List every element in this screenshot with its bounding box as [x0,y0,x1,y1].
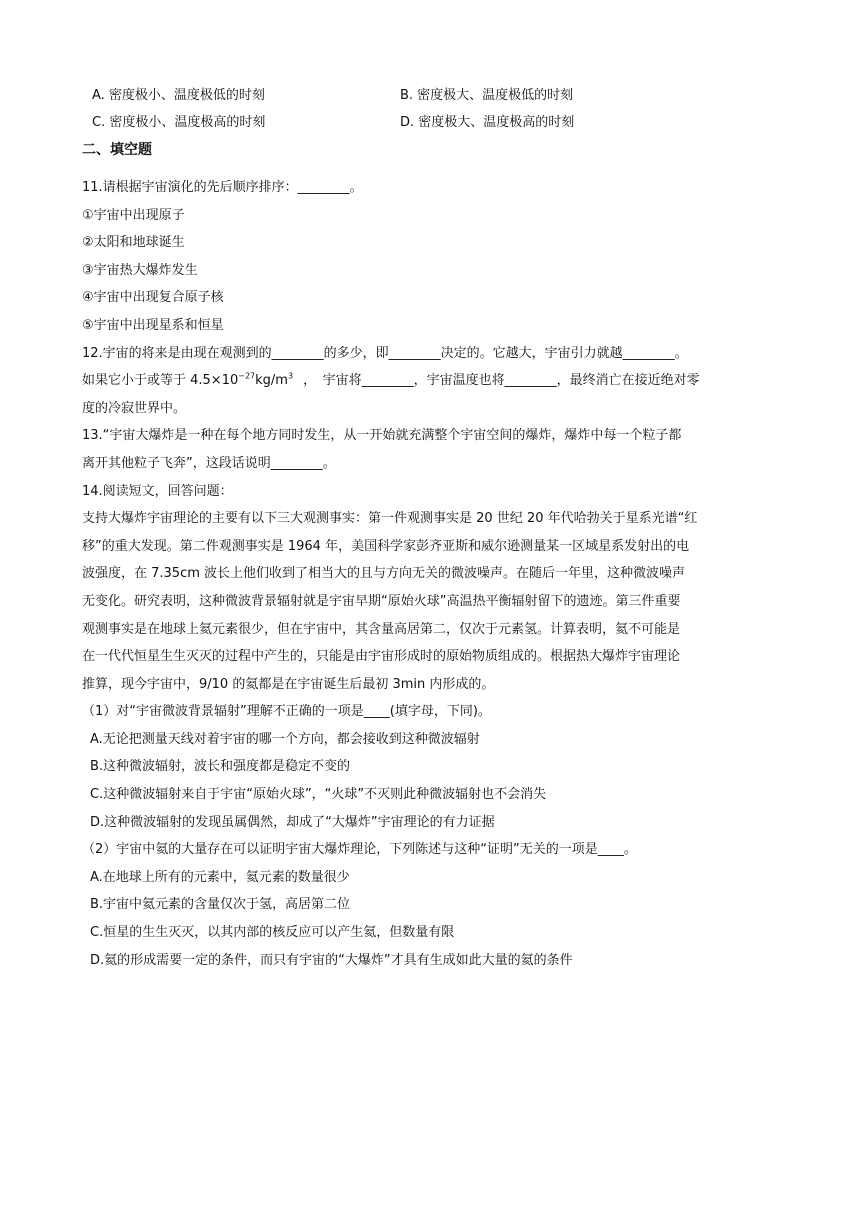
q14-passage-line: 在一代代恒星生生灭灭的过程中产生的，只能是由宇宙形成时的原始物质组成的。根据热大爆炸宇宙理论 [82,649,681,665]
q13-line-1: 13.“宇宙大爆炸是一种在每个地方同时发生，从一开始就充满整个宇宙空间的爆炸，爆炸中每一个粒子都 [82,428,682,444]
q11-item-1: ①宇宙中出现原子 [82,207,185,223]
q14-passage-line: 移”的重大发现。第二件观测事实是 1964 年，美国科学家彭齐亚斯和威尔逊测量某一区域星系发射出的电 [82,538,690,554]
q14-sub2-stem: （2）宇宙中氦的大量存在可以证明宇宙大爆炸理论，下列陈述与这种“证明”无关的一项是____。 [82,842,637,858]
q10-option-b: B. 密度极大、温度极低的时刻 [400,88,574,103]
q14-stem: 14.阅读短文，回答问题： [82,483,233,499]
q12-line-3: 度的冷寂世界中。 [82,400,187,416]
q14-sub2-option-b: B.宇宙中氦元素的含量仅次于氢，高居第二位 [90,897,351,913]
q11-stem: 11.请根据宇宙演化的先后顺序排序：________。 [82,180,363,195]
q14-passage-line: 推算，现今宇宙中，9/10 的氦都是在宇宙诞生后最初 3min 内形成的。 [82,676,495,692]
q10-options-row-1 [92,85,792,107]
q14-sub1-option-a: A.无论把测量天线对着宇宙的哪一个方向，都会接收到这种微波辐射 [90,731,480,747]
q14-passage-line: 无变化。研究表明，这种微波背景辐射就是宇宙早期“原始火球”高温热平衡辐射留下的遗迹。第三件重要 [82,593,681,609]
q12-unit: kg/m [255,373,288,389]
q14-sub1-stem: （1）对“宇宙微波背景辐射”理解不正确的一项是____(填字母，下同)。 [82,704,491,720]
q12-line-2-pre: 如果它小于或等于 4.5×10 [82,373,239,389]
q10-option-a: A. 密度极小、温度极低的时刻 [92,88,265,103]
questions-content [82,174,782,974]
q11-item-3: ③宇宙热大爆炸发生 [82,262,198,278]
q11-item-2: ②太阳和地球诞生 [82,235,185,251]
q13-line-2: 离开其他粒子飞奔”，这段话说明________。 [82,455,336,471]
q14-sub2-option-c: C.恒星的生生灭灭，以其内部的核反应可以产生氦，但数量有限 [90,925,455,941]
q12-exponent: −27 [238,371,256,381]
q14-passage-line: 支持大爆炸宇宙理论的主要有以下三大观测事实：第一件观测事实是 20 世纪 20 年代哈勃关于星系光谱“红 [82,511,698,527]
q10-option-c: C. 密度极小、温度极高的时刻 [92,115,266,130]
q10-option-d: D. 密度极大、温度极高的时刻 [400,115,575,130]
q12-line-2 [82,367,782,395]
q11-item-4: ④宇宙中出现复合原子核 [82,290,224,306]
q12-line-1: 12.宇宙的将来是由现在观测到的________的多少，即________决定的。它越大，宇宙引力就越________。 [82,345,688,361]
q14-sub1-option-d: D.这种微波辐射的发现虽属偶然，却成了“大爆炸”宇宙理论的有力证据 [90,814,495,830]
q12-line-2-post: ， 宇宙将________，宇宙温度也将________，最终消亡在接近绝对零 [303,373,700,389]
q14-sub2-option-d: D.氦的形成需要一定的条件，而只有宇宙的“大爆炸”才具有生成如此大量的氦的条件 [90,952,573,968]
q14-sub2-option-a: A.在地球上所有的元素中，氦元素的数量很少 [90,869,350,885]
q14-passage-line: 观测事实是在地球上氦元素很少，但在宇宙中，其含量高居第二，仅次于元素氢。计算表明，氦不可能是 [82,621,681,637]
q14-sub1-option-c: C.这种微波辐射来自于宇宙“原始火球”，“火球”不灭则此种微波辐射也不会消失 [90,787,547,803]
q14-sub1-option-b: B.这种微波辐射，波长和强度都是稳定不变的 [90,759,351,775]
q10-options-row-2 [92,112,792,134]
q14-passage-line: 波强度，在 7.35cm 波长上他们收到了相当大的且与方向无关的微波噪声。在随后一年里，这种微波噪声 [82,566,686,582]
q12-unit-exponent: 3 [287,371,294,381]
q11-item-5: ⑤宇宙中出现星系和恒星 [82,317,224,333]
section-title: 二、填空题 [82,142,152,158]
